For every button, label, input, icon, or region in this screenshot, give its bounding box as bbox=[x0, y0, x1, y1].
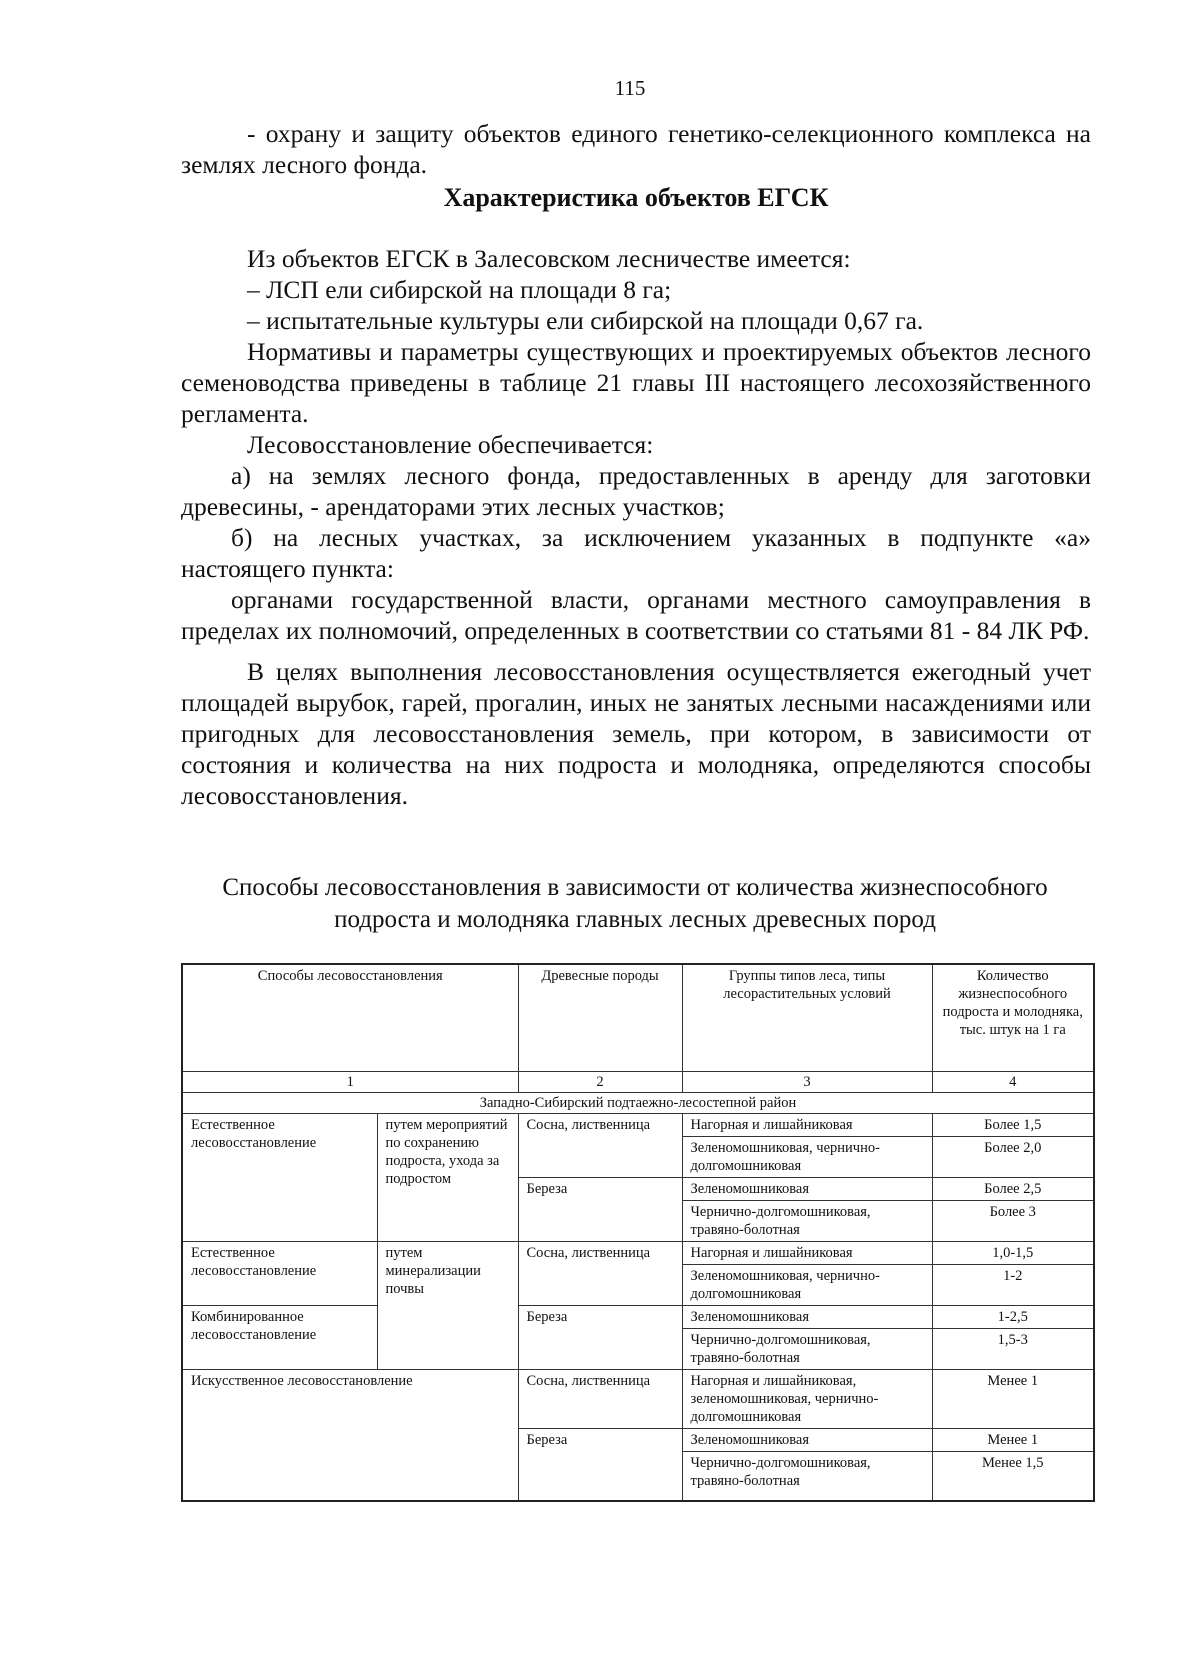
header-quantity: Количество жизнеспособного подроста и молодняка, тыс. штук на 1 га bbox=[932, 964, 1094, 1072]
region-row bbox=[182, 1093, 1094, 1114]
quantity-value: 1,0-1,5 bbox=[932, 1242, 1094, 1265]
forest-type-group: Зеленомошниковая bbox=[682, 1178, 932, 1201]
table-row bbox=[182, 1306, 1094, 1329]
body-text bbox=[181, 118, 1091, 811]
reforestation-methods-table bbox=[181, 963, 1095, 1502]
section-heading: Характеристика объектов ЕГСК bbox=[443, 183, 829, 212]
forest-type-group: Зеленомошниковая, чернично-долгомошниковая bbox=[682, 1137, 932, 1178]
species-pine-larch: Сосна, лиственница bbox=[518, 1370, 682, 1429]
paragraph-objects-intro: Из объектов ЕГСК в Залесовском лесничестве имеется: bbox=[247, 244, 851, 273]
quantity-value: Менее 1,5 bbox=[932, 1452, 1094, 1502]
list-item-test-cultures: – испытательные культуры ели сибирской на площади 0,67 га. bbox=[247, 306, 924, 335]
quantity-value: Менее 1 bbox=[932, 1370, 1094, 1429]
paragraph-normatives: Нормативы и параметры существующих и проектируемых объектов лесного семеноводства приведены в таблице 21 главы III настоящего лесохозяйственного регламента. bbox=[181, 337, 1091, 428]
quantity-value: Более 2,0 bbox=[932, 1137, 1094, 1178]
method-natural-2: Естественное лесовосстановление bbox=[182, 1242, 377, 1306]
method-mineralization-detail: путем минерализации почвы bbox=[377, 1242, 518, 1370]
paragraph-protection: - охрану и защиту объектов единого генетико-селекционного комплекса на землях лесного фонда. bbox=[181, 119, 1091, 179]
forest-type-group: Нагорная и лишайниковая bbox=[682, 1114, 932, 1137]
column-number: 3 bbox=[682, 1072, 932, 1093]
forest-type-group: Зеленомошниковая, чернично-долгомошниковая bbox=[682, 1265, 932, 1306]
species-birch: Береза bbox=[518, 1429, 682, 1502]
species-birch: Береза bbox=[518, 1178, 682, 1242]
region-name: Западно-Сибирский подтаежно-лесостепной район bbox=[182, 1093, 1094, 1114]
species-pine-larch: Сосна, лиственница bbox=[518, 1114, 682, 1178]
header-methods: Способы лесовосстановления bbox=[182, 964, 518, 1072]
quantity-value: 1-2,5 bbox=[932, 1306, 1094, 1329]
method-natural-detail: путем мероприятий по сохранению подроста, ухода за подростом bbox=[377, 1114, 518, 1242]
quantity-value: Более 1,5 bbox=[932, 1114, 1094, 1137]
table-title-line-2: подроста и молодняка главных лесных древесных пород bbox=[334, 906, 936, 933]
paragraph-reforestation-provided: Лесовосстановление обеспечивается: bbox=[247, 430, 654, 459]
table-row bbox=[182, 1114, 1094, 1137]
quantity-value: Более 3 bbox=[932, 1201, 1094, 1242]
quantity-value: 1,5-3 bbox=[932, 1329, 1094, 1370]
header-species: Древесные породы bbox=[518, 964, 682, 1072]
column-number: 4 bbox=[932, 1072, 1094, 1093]
forest-type-group: Чернично-долгомошниковая, травяно-болотная bbox=[682, 1452, 932, 1502]
list-item-lsp: – ЛСП ели сибирской на площади 8 га; bbox=[247, 275, 672, 304]
species-birch: Береза bbox=[518, 1306, 682, 1370]
list-item-b: б) на лесных участках, за исключением указанных в подпункте «а» настоящего пункта: bbox=[181, 523, 1091, 583]
table-row bbox=[182, 1242, 1094, 1265]
column-number: 2 bbox=[518, 1072, 682, 1093]
page-number: 115 bbox=[614, 76, 646, 100]
method-combined: Комбинированное лесовосстановление bbox=[182, 1306, 377, 1370]
table-row bbox=[182, 1370, 1094, 1429]
method-artificial: Искусственное лесовосстановление bbox=[182, 1370, 518, 1502]
column-number-row bbox=[182, 1072, 1094, 1093]
quantity-value: Менее 1 bbox=[932, 1429, 1094, 1452]
forest-type-group: Зеленомошниковая bbox=[682, 1306, 932, 1329]
table-title bbox=[160, 872, 1110, 936]
method-natural: Естественное лесовосстановление bbox=[182, 1114, 377, 1242]
paragraph-annual-accounting: В целях выполнения лесовосстановления осуществляется ежегодный учет площадей вырубок, гарей, прогалин, иных не занятых лесными насаждениями или пригодных для лесовосстановления земель, при котором, в зависимости от состояния и количества на них подроста и молодняка, определяются способы лесовосстановления. bbox=[181, 657, 1091, 810]
species-pine-larch: Сосна, лиственница bbox=[518, 1242, 682, 1306]
table-header-row bbox=[182, 964, 1094, 1072]
quantity-value: 1-2 bbox=[932, 1265, 1094, 1306]
quantity-value: Более 2,5 bbox=[932, 1178, 1094, 1201]
header-groups: Группы типов леса, типы лесорастительных условий bbox=[682, 964, 932, 1072]
column-number: 1 bbox=[182, 1072, 518, 1093]
forest-type-group: Чернично-долгомошниковая, травяно-болотная bbox=[682, 1201, 932, 1242]
paragraph-authorities: органами государственной власти, органами местного самоуправления в пределах их полномочий, определенных в соответствии со статьями 81 - 84 ЛК РФ. bbox=[181, 585, 1091, 645]
forest-type-group: Чернично-долгомошниковая, травяно-болотная bbox=[682, 1329, 932, 1370]
forest-type-group: Нагорная и лишайниковая bbox=[682, 1242, 932, 1265]
forest-type-group: Нагорная и лишайниковая, зеленомошниковая, чернично-долгомошниковая bbox=[682, 1370, 932, 1429]
forest-type-group: Зеленомошниковая bbox=[682, 1429, 932, 1452]
table-title-line-1: Способы лесовосстановления в зависимости от количества жизнеспособного bbox=[222, 874, 1048, 901]
list-item-a: а) на землях лесного фонда, предоставленных в аренду для заготовки древесины, - арендаторами этих лесных участков; bbox=[181, 461, 1091, 521]
